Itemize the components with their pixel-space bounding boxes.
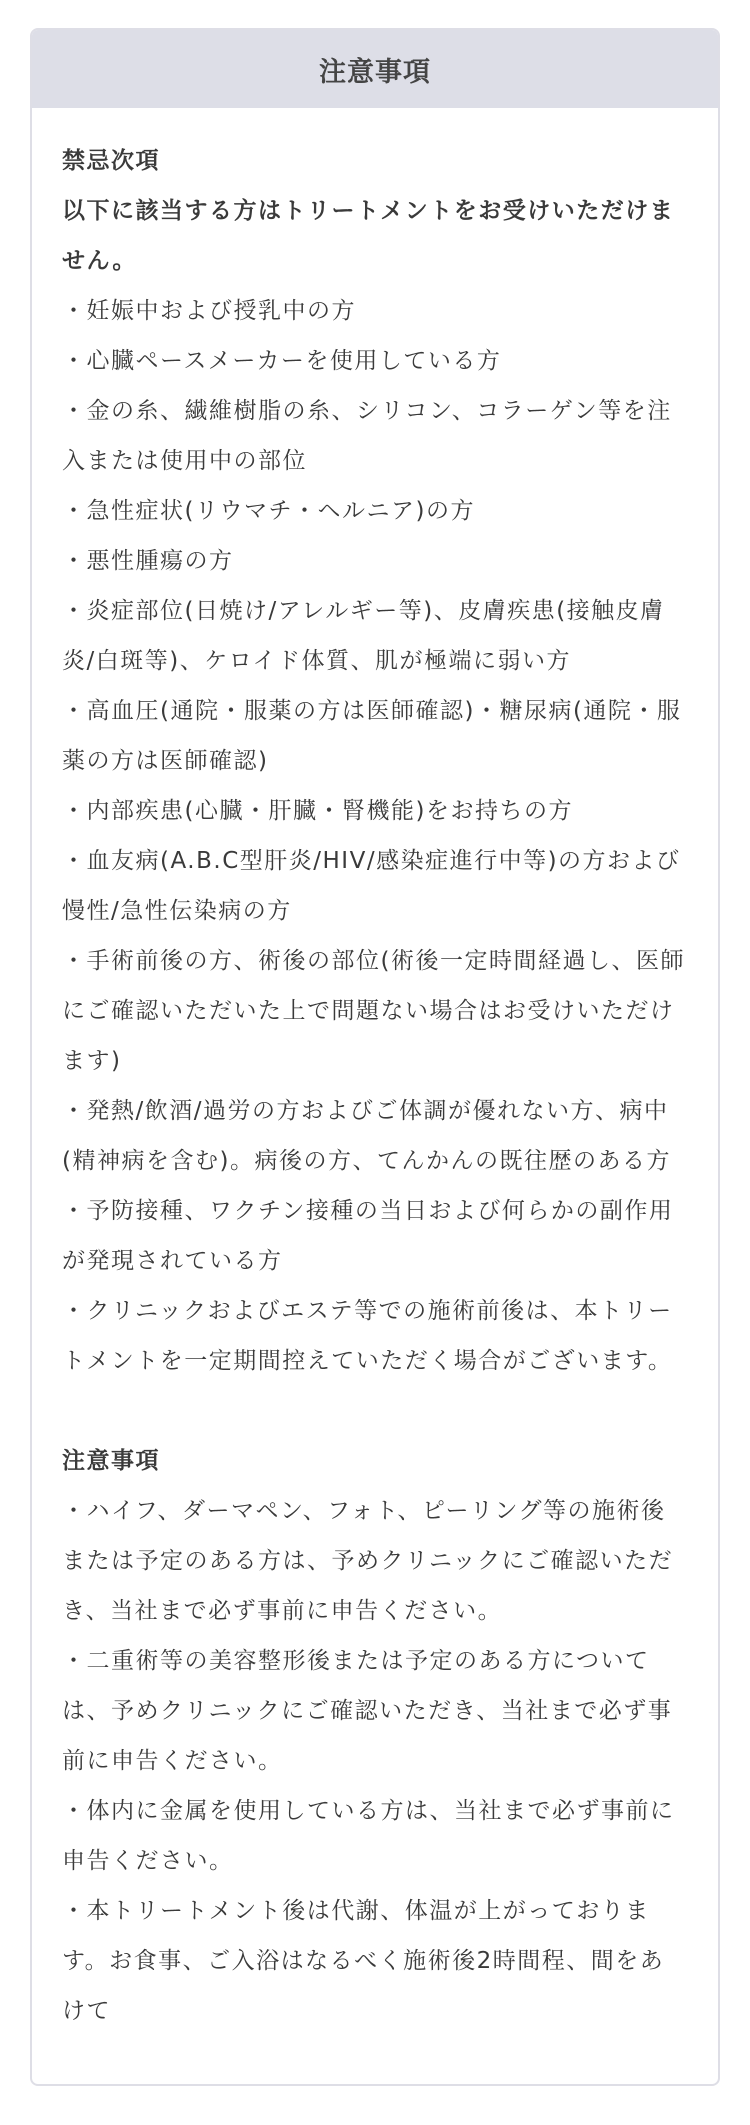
list-item: ・急性症状(リウマチ・ヘルニア)の方 (62, 498, 475, 524)
list-item: ・血友病(A.B.C型肝炎/HIV/感染症進行中等)の方および慢性/急性伝染病の方 (62, 848, 681, 924)
list-item: ・体内に金属を使用している方は、当社まで必ず事前に申告ください。 (62, 1798, 675, 1874)
contraindications-list (62, 286, 688, 1386)
list-item: ・高血圧(通院・服薬の方は医師確認)・糖尿病(通院・服薬の方は医師確認) (62, 698, 682, 774)
contraindications-lead: 以下に該当する方はトリートメントをお受けいただけません。 (62, 198, 675, 274)
list-item: ・妊娠中および授乳中の方 (62, 298, 356, 324)
list-item: ・手術前後の方、術後の部位(術後一定時間経過し、医師にご確認いただいた上で問題ない場合はお受けいただけます) (62, 948, 685, 1074)
list-item: ・悪性腫瘍の方 (62, 548, 234, 574)
list-item: ・クリニックおよびエステ等での施術前後は、本トリートメントを一定期間控えていただく場合がございます。 (62, 1298, 673, 1374)
card-header (32, 30, 718, 108)
list-item: ・炎症部位(日焼け/アレルギー等)、皮膚疾患(接触皮膚炎/白斑等)、ケロイド体質、肌が極端に弱い方 (62, 598, 665, 674)
section-gap (62, 1386, 688, 1436)
list-item: ・ハイフ、ダーマペン、フォト、ピーリング等の施術後または予定のある方は、予めクリニックにご確認いただき、当社まで必ず事前に申告ください。 (62, 1498, 674, 1624)
precautions-title: 注意事項 (62, 1448, 160, 1474)
list-item: ・本トリートメント後は代謝、体温が上がっております。お食事、ご入浴はなるべく施術後2時間程、間をあけて (62, 1898, 665, 2024)
list-item: ・金の糸、繊維樹脂の糸、シリコン、コラーゲン等を注入または使用中の部位 (62, 398, 672, 474)
list-item: ・心臓ペースメーカーを使用している方 (62, 348, 502, 374)
list-item: ・二重術等の美容整形後または予定のある方については、予めクリニックにご確認いただき、当社まで必ず事前に申告ください。 (62, 1648, 673, 1774)
list-item: ・予防接種、ワクチン接種の当日および何らかの副作用が発現されている方 (62, 1198, 674, 1274)
list-item: ・発熱/飲酒/過労の方およびご体調が優れない方、病中(精神病を含む)。病後の方、てんかんの既往歴のある方 (62, 1098, 671, 1174)
list-item: ・内部疾患(心臓・肝臓・腎機能)をお持ちの方 (62, 798, 573, 824)
contraindications-title: 禁忌次項 (62, 148, 160, 174)
precautions-list (62, 1486, 688, 2036)
card-body (32, 108, 718, 2036)
card-title: 注意事項 (319, 56, 431, 88)
notice-card (30, 28, 720, 2086)
